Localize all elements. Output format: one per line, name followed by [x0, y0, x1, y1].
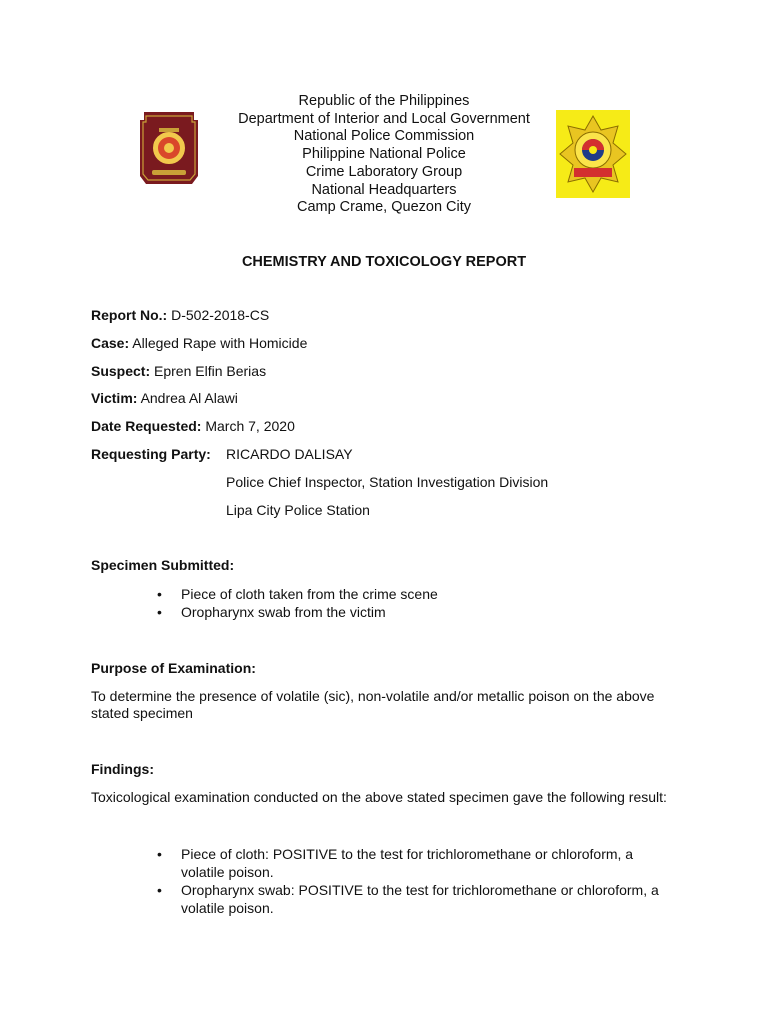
header-line: National Police Commission: [293, 128, 475, 145]
report-no-label: Report No.:: [91, 307, 168, 323]
report-title: CHEMISTRY AND TOXICOLOGY REPORT: [241, 254, 527, 270]
report-no-field: [91, 307, 269, 323]
list-item: • Piece of cloth taken from the crime scene: [157, 585, 438, 603]
case-value: Alleged Rape with Homicide: [132, 335, 308, 351]
requesting-party-position: Police Chief Inspector, Station Investigation Division: [226, 474, 549, 490]
specimen-heading: Specimen Submitted:: [91, 557, 235, 573]
findings-heading: Findings:: [91, 761, 154, 777]
specimen-list: [157, 585, 438, 621]
victim-value: Andrea Al Alawi: [140, 390, 238, 406]
header-line: Camp Crame, Quezon City: [296, 199, 472, 216]
header-line: National Headquarters: [311, 181, 457, 198]
report-no-value: D-502-2018-CS: [171, 307, 270, 323]
purpose-heading: Purpose of Examination:: [91, 660, 256, 676]
victim-label: Victim:: [91, 390, 138, 406]
requesting-party-name: RICARDO DALISAY: [226, 446, 353, 462]
requesting-party-label: Requesting Party:: [91, 446, 211, 462]
findings-intro: Toxicological examination conducted on the above stated specimen gave the following result:: [91, 789, 667, 805]
purpose-text: To determine the presence of volatile (sic), non-volatile and/or metallic poison on the above stated specimen: [91, 688, 655, 721]
requesting-party-field: [91, 446, 211, 462]
case-field: [91, 335, 307, 351]
date-requested-value: March 7, 2020: [205, 418, 295, 434]
suspect-value: Epren Elfin Berias: [154, 363, 267, 379]
list-item: • Oropharynx swab: POSITIVE to the test for trichloromethane or chloroform, a volatile poison.: [157, 881, 677, 917]
suspect-field: [91, 363, 266, 379]
header-line: Philippine National Police: [302, 146, 466, 163]
header-line: Republic of the Philippines: [298, 93, 470, 109]
requesting-party-station: Lipa City Police Station: [226, 502, 370, 518]
agency-header: [0, 93, 768, 217]
victim-field: [91, 390, 238, 406]
date-requested-label: Date Requested:: [91, 418, 202, 434]
header-line: Department of Interior and Local Government: [238, 110, 530, 127]
findings-list: [157, 845, 677, 917]
suspect-label: Suspect:: [91, 363, 151, 379]
header-line: Crime Laboratory Group: [305, 163, 463, 180]
date-requested-field: [91, 418, 295, 434]
list-item: • Piece of cloth: POSITIVE to the test for trichloromethane or chloroform, a volatile poison.: [157, 845, 677, 881]
case-label: Case:: [91, 335, 130, 351]
list-item: • Oropharynx swab from the victim: [157, 603, 438, 621]
